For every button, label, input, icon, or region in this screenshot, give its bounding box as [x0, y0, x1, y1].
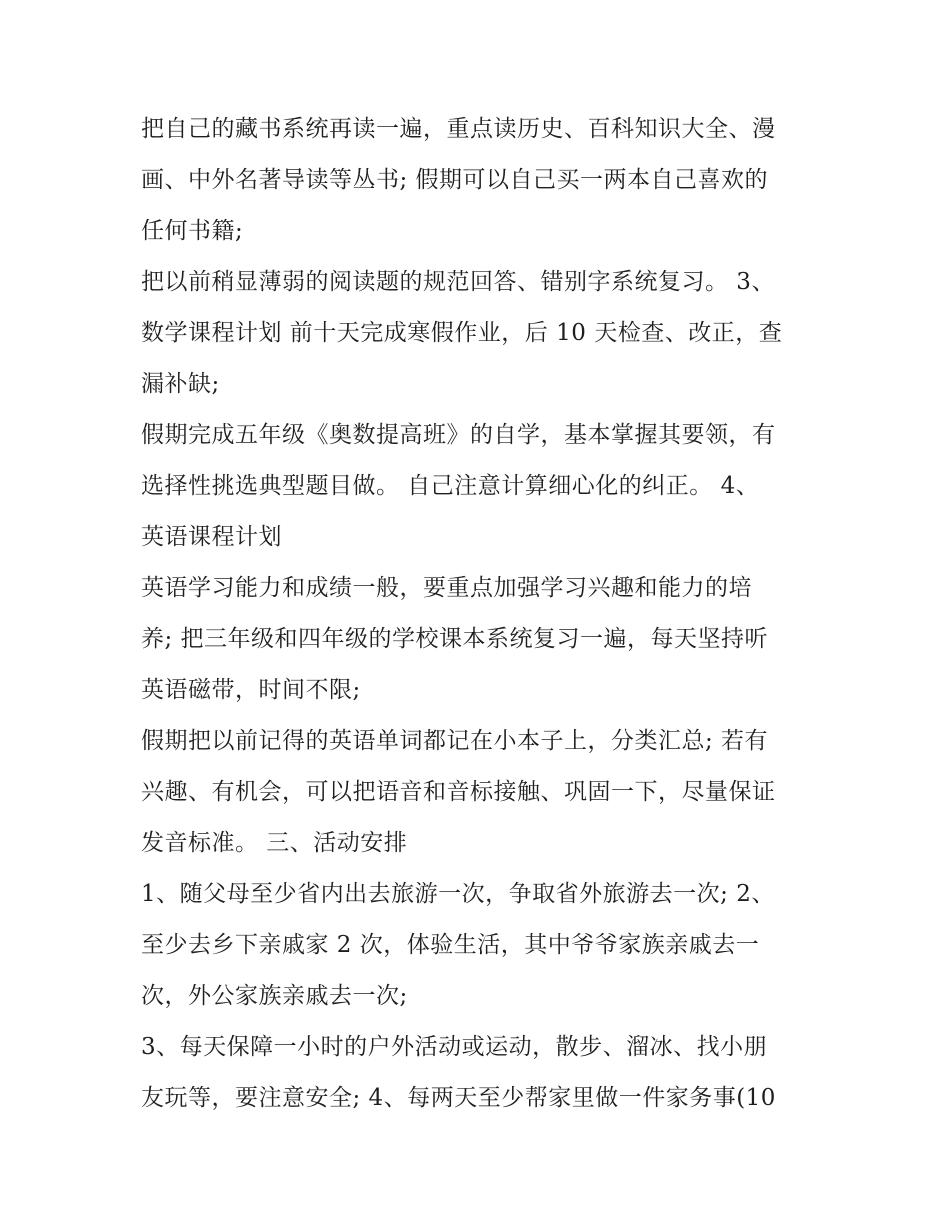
text-line: 任何书籍; — [141, 218, 244, 244]
text-line: 友玩等，要注意安全; 4、每两天至少帮家里做一件家务事(10 — [141, 1085, 776, 1111]
text-line: 次，外公家族亲戚去一次; — [141, 983, 408, 1009]
text-line: 养; 把三年级和四年级的学校课本系统复习一遍，每天坚持听 — [141, 626, 769, 652]
text-line: 假期完成五年级《奥数提高班》的自学，基本掌握其要领，有 — [141, 422, 776, 448]
text-line: 英语学习能力和成绩一般，要重点加强学习兴趣和能力的培 — [141, 575, 752, 601]
text-line: 发音标准。 三、活动安排 — [141, 830, 408, 856]
text-line: 3、每天保障一小时的户外活动或运动，散步、溜冰、找小朋 — [141, 1034, 768, 1060]
text-line: 兴趣、有机会，可以把语音和音标接触、巩固一下，尽量保证 — [141, 779, 776, 805]
text-line: 1、随父母至少省内出去旅游一次，争取省外旅游去一次; 2、 — [141, 881, 775, 907]
document-body — [141, 104, 821, 1124]
text-line: 把以前稍显薄弱的阅读题的规范回答、错别字系统复习。 3、 — [141, 269, 775, 295]
text-line: 假期把以前记得的英语单词都记在小本子上，分类汇总; 若有 — [141, 728, 769, 754]
text-line: 把自己的藏书系统再读一遍，重点读历史、百科知识大全、漫 — [141, 116, 776, 142]
text-line: 漏补缺; — [141, 371, 220, 397]
text-line: 数学课程计划 前十天完成寒假作业，后 10 天检查、改正，查 — [141, 320, 783, 346]
text-line: 英语磁带，时间不限; — [141, 677, 361, 703]
text-line: 英语课程计划 — [141, 524, 282, 550]
text-line: 画、中外名著导读等丛书; 假期可以自己买一两本自己喜欢的 — [141, 167, 769, 193]
text-line: 至少去乡下亲戚家 2 次，体验生活，其中爷爷家族亲戚去一 — [141, 932, 760, 958]
text-line: 选择性挑选典型题目做。 自己注意计算细心化的纠正。 4、 — [141, 473, 760, 499]
